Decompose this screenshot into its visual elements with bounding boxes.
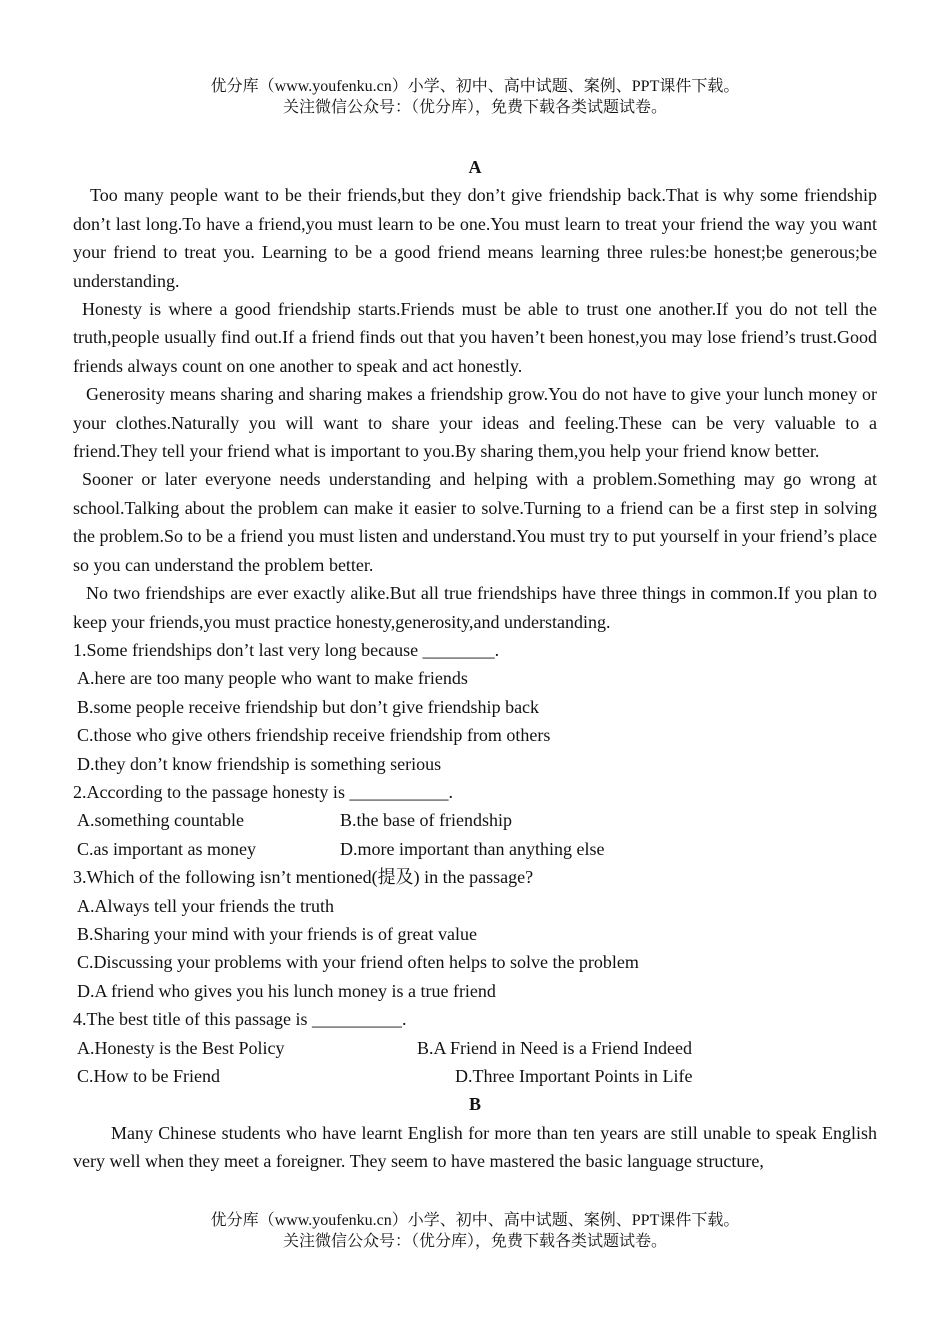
- document-body: [73, 153, 877, 1176]
- question-3-stem: 3.Which of the following isn’t mentioned(提及) in the passage?: [73, 867, 534, 888]
- section-a-paragraph-2: Honesty is where a good friendship starts.Friends must be able to trust one another.If you do not tell the truth,people usually find out.If a friend finds out that you haven’t been honest,you may lose friend’s trust.Good friends always count on one another to speak and act honestly.: [73, 299, 877, 376]
- section-a-paragraph-4: Sooner or later everyone needs understanding and helping with a problem.Something may go wrong at school.Talking about the problem can make it easier to solve.Turning to a friend can be a first step in solving the problem.So to be a friend you must listen and understand.You must try to put yourself in your friend’s place so you can understand the problem better.: [73, 469, 877, 575]
- question-2-option-b: B.the base of friendship: [340, 810, 512, 831]
- page-header: [0, 76, 950, 118]
- question-1-stem: 1.Some friendships don’t last very long because ________.: [73, 639, 500, 660]
- question-3-option-d: D.A friend who gives you his lunch money is a true friend: [77, 980, 496, 1001]
- footer-line-2: 关注微信公众号：（优分库），免费下载各类试题试卷。: [282, 1233, 667, 1250]
- header-line-1: 优分库（www.youfenku.cn）小学、初中、高中试题、案例、PPT课件下载。: [210, 78, 740, 95]
- question-1-option-a: A.here are too many people who want to make friends: [77, 668, 468, 689]
- question-1-option-b: B.some people receive friendship but don’t give friendship back: [77, 696, 540, 717]
- section-b-paragraph: Many Chinese students who have learnt English for more than ten years are still unable to speak English very well when they meet a foreigner. They seem to have mastered the basic language structure,: [73, 1122, 877, 1172]
- section-a-paragraph-5: No two friendships are ever exactly alike.But all true friendships have three things in common.If you plan to keep your friends,you must practice honesty,generosity,and understanding.: [73, 583, 877, 632]
- question-3-option-c: C.Discussing your problems with your friend often helps to solve the problem: [77, 952, 639, 973]
- question-2-option-c: C.as important as money: [77, 838, 256, 859]
- question-1-option-d: D.they don’t know friendship is something serious: [77, 753, 442, 774]
- question-2-options-row-1: [73, 806, 877, 834]
- section-a-paragraph-1: Too many people want to be their friends,but they don’t give friendship back.That is why some friendship don’t last long.To have a friend,you must learn to be one.You must learn to treat your friend the way you want your friend to treat you. Learning to be a good friend means learning three rules:be honest;be generous;be understanding.: [73, 185, 877, 291]
- question-4-option-c: C.How to be Friend: [77, 1066, 220, 1086]
- question-4-option-b: B.A Friend in Need is a Friend Indeed: [417, 1037, 692, 1058]
- question-3-option-b: B.Sharing your mind with your friends is of great value: [77, 923, 477, 944]
- page-footer: [0, 1210, 950, 1252]
- question-2-stem: 2.According to the passage honesty is ___________.: [73, 781, 453, 802]
- question-1-option-c: C.those who give others friendship receive friendship from others: [77, 725, 551, 746]
- section-a-title: A: [468, 157, 482, 177]
- question-2-option-d: D.more important than anything else: [340, 838, 605, 859]
- question-3-option-a: A.Always tell your friends the truth: [77, 895, 334, 916]
- question-2-option-a: A.something countable: [77, 810, 244, 831]
- question-4-options-row-1: [73, 1034, 877, 1062]
- section-b-title: B: [468, 1094, 481, 1115]
- question-4-stem: 4.The best title of this passage is __________.: [73, 1009, 407, 1030]
- footer-line-1: 优分库（www.youfenku.cn）小学、初中、高中试题、案例、PPT课件下载。: [210, 1212, 740, 1229]
- question-2-options-row-2: [73, 835, 877, 863]
- section-a-paragraph-3: Generosity means sharing and sharing makes a friendship grow.You do not have to give your lunch money or your clothes.Naturally you will want to share your ideas and feeling.These can be very valuable to a friend.They tell your friend what is important to you.By sharing them,you help your friend know better.: [73, 384, 877, 462]
- question-4-options-row-2: [73, 1062, 877, 1090]
- header-line-2: 关注微信公众号：（优分库），免费下载各类试题试卷。: [282, 99, 667, 116]
- question-4-option-a: A.Honesty is the Best Policy: [77, 1037, 285, 1058]
- question-4-option-d: D.Three Important Points in Life: [455, 1066, 693, 1086]
